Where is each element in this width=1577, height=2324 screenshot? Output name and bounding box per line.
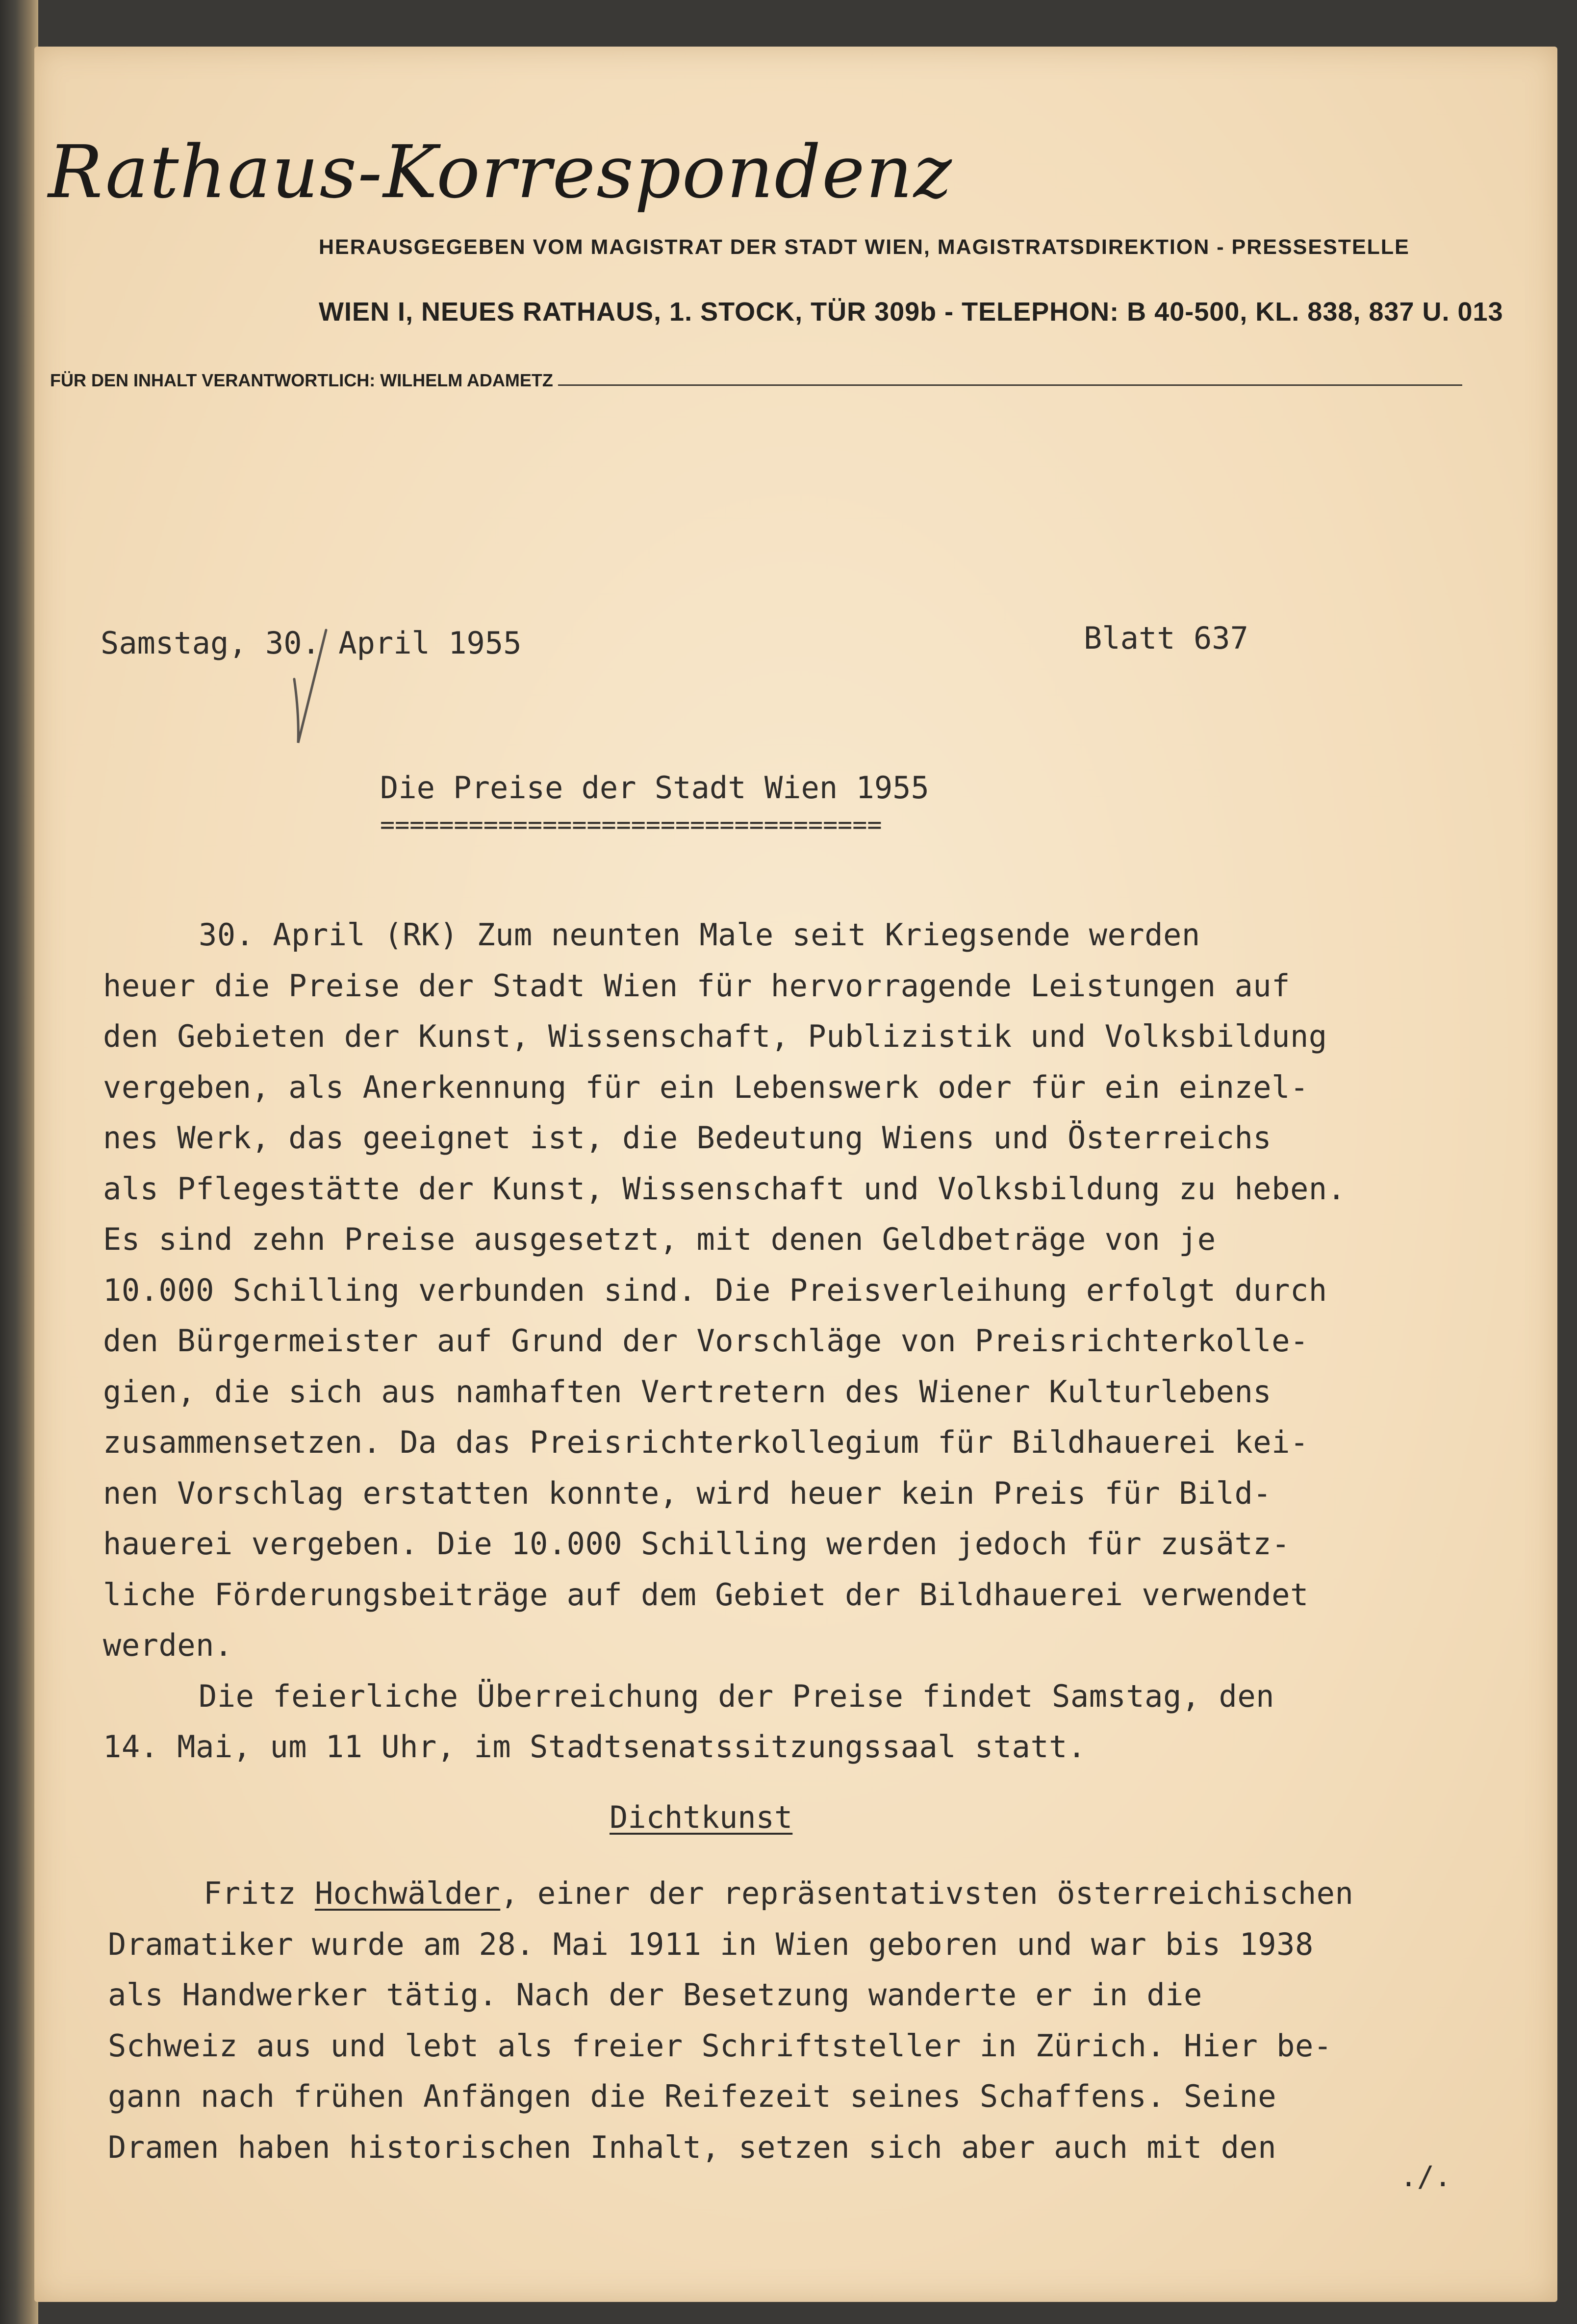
section-heading: Dichtkunst: [610, 1799, 793, 1835]
text-line: den Gebieten der Kunst, Wissenschaft, Publizistik und Volksbildung: [103, 1018, 1327, 1054]
text-line: nes Werk, das geeignet ist, die Bedeutung Wiens und Österreichs: [103, 1120, 1272, 1156]
text-line: hauerei vergeben. Die 10.000 Schilling werden jedoch für zusätz-: [103, 1526, 1290, 1562]
text-fragment: Fritz: [203, 1875, 315, 1911]
text-line: als Handwerker tätig. Nach der Besetzung wanderte er in die: [108, 1977, 1202, 2013]
text-line: vergeben, als Anerkennung für ein Lebenswerk oder für ein einzel-: [103, 1069, 1309, 1105]
text-line: Schweiz aus und lebt als freier Schriftsteller in Zürich. Hier be-: [108, 2027, 1332, 2064]
text-line: gann nach frühen Anfängen die Reifezeit seines Schaffens. Seine: [108, 2078, 1277, 2114]
address-line: WIEN I, NEUES RATHAUS, 1. STOCK, TÜR 309b - TELEPHON: B 40-500, KL. 838, 837 U. 013: [319, 297, 1503, 327]
title-double-rule: ==================================: [380, 816, 882, 833]
sheet-number: Blatt 637: [1084, 620, 1248, 656]
text-line: Dramatiker wurde am 28. Mai 1911 in Wien geboren und war bis 1938: [108, 1926, 1314, 1962]
text-line: 10.000 Schilling verbunden sind. Die Preisverleihung erfolgt durch: [103, 1272, 1327, 1308]
continuation-mark: ./.: [1400, 2160, 1451, 2193]
text-line: den Bürgermeister auf Grund der Vorschläge von Preisrichterkolle-: [103, 1323, 1309, 1359]
text-line: 14. Mai, um 11 Uhr, im Stadtsenatssitzungssaal statt.: [103, 1729, 1086, 1765]
publisher-line: HERAUSGEGEBEN VOM MAGISTRAT DER STADT WIEN, MAGISTRATSDIREKTION - PRESSESTELLE: [319, 235, 1410, 259]
text-line: gien, die sich aus namhaften Vertretern des Wiener Kulturlebens: [103, 1373, 1272, 1410]
article-body: [103, 909, 1491, 1772]
text-line: [108, 1868, 1505, 1919]
text-fragment: , einer der repräsentativsten österreichischen: [500, 1875, 1354, 1911]
masthead-title: Rathaus-Korrespondenz: [48, 130, 953, 214]
pencil-checkmark: [284, 625, 329, 748]
document-page: [34, 47, 1557, 2302]
text-line: liche Förderungsbeiträge auf dem Gebiet der Bildhauerei verwendet: [103, 1576, 1309, 1613]
responsible-text: FÜR DEN INHALT VERANTWORTLICH: WILHELM ADAMETZ: [50, 370, 553, 390]
text-line: als Pflegestätte der Kunst, Wissenschaft und Volksbildung zu heben.: [103, 1170, 1346, 1207]
text-line: zusammensetzen. Da das Preisrichterkollegium für Bildhauerei kei-: [103, 1424, 1309, 1460]
section-body: [108, 1868, 1505, 2172]
text-line: heuer die Preise der Stadt Wien für hervorragende Leistungen auf: [103, 967, 1290, 1004]
header-rule: [558, 384, 1462, 386]
text-line: nen Vorschlag erstatten konnte, wird heuer kein Preis für Bild-: [103, 1475, 1272, 1511]
text-line: Die feierliche Überreichung der Preise findet Samstag, den: [199, 1678, 1274, 1714]
book-spine: [0, 0, 38, 2324]
text-line: werden.: [103, 1627, 233, 1663]
author-name: Hochwälder: [314, 1875, 501, 1911]
text-line: Dramen haben historischen Inhalt, setzen sich aber auch mit den: [108, 2129, 1277, 2165]
dateline: Samstag, 30. April 1955: [101, 625, 522, 661]
responsible-line: [50, 370, 1462, 391]
text-line: 30. April (RK) Zum neunten Male seit Kriegsende werden: [199, 917, 1200, 953]
article-title: Die Preise der Stadt Wien 1955: [380, 770, 929, 806]
text-line: Es sind zehn Preise ausgesetzt, mit denen Geldbeträge von je: [103, 1221, 1216, 1257]
